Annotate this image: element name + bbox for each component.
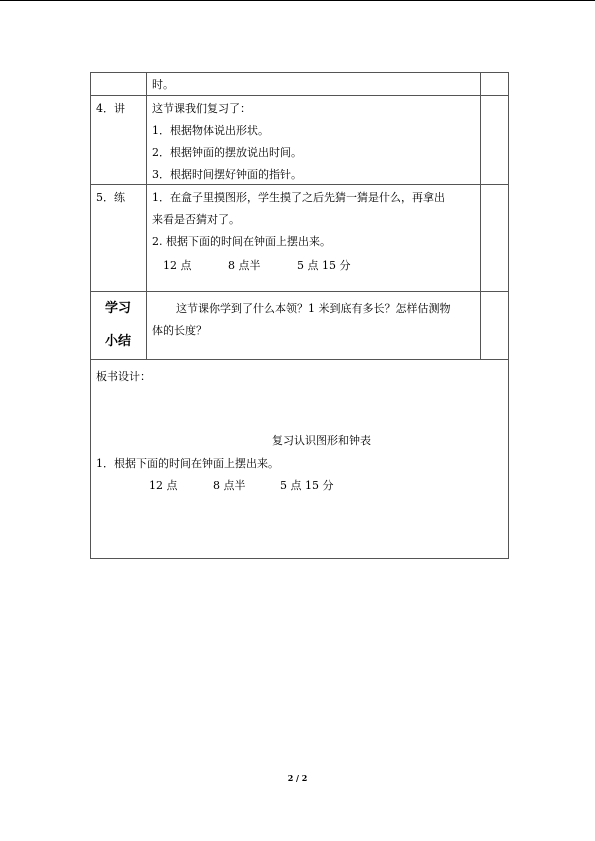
row2-side-cell — [480, 95, 509, 185]
board-design-label: 板书设计： — [96, 370, 151, 383]
row2-line-4: 3．根据时间摆好钟面的指针。 — [152, 168, 302, 181]
row3-line-1: 1．在盒子里摸图形，学生摸了之后先猜一猜是什么，再拿出 — [152, 191, 445, 204]
row3-time-2: 8 点半 — [228, 259, 261, 272]
row1-side-cell — [480, 72, 509, 96]
board-title: 复习认识图形和钟表 — [272, 434, 371, 447]
summary-label-line-1: 学习 — [105, 301, 132, 316]
board-time-3: 5 点 15 分 — [280, 479, 334, 492]
row1-label-cell — [90, 72, 147, 96]
row3-line-3: 2. 根据下面的时间在钟面上摆出来。 — [152, 235, 331, 248]
row2-label: 4．讲 — [96, 102, 125, 115]
row3-line-2: 来看是否猜对了。 — [152, 213, 240, 226]
row3-side-cell — [480, 184, 509, 292]
row2-line-2: 1．根据物体说出形状。 — [152, 124, 269, 137]
board-time-1: 12 点 — [149, 479, 178, 492]
row3-time-1: 12 点 — [163, 259, 192, 272]
page-top-border — [0, 0, 595, 1]
row1-content-cell — [146, 72, 481, 96]
page-number: 2 / 2 — [287, 773, 308, 783]
row4-line-2: 体的长度？ — [152, 324, 207, 337]
row3-label: 5．练 — [96, 191, 125, 204]
row2-line-3: 2．根据钟面的摆放说出时间。 — [152, 146, 302, 159]
board-instruction: 1．根据下面的时间在钟面上摆出来。 — [96, 457, 279, 470]
board-time-2: 8 点半 — [213, 479, 246, 492]
row4-line-1: 这节课你学到了什么本领？1 米到底有多长？怎样估测物 — [176, 302, 451, 315]
row3-time-3: 5 点 15 分 — [297, 259, 351, 272]
row2-line-1: 这节课我们复习了： — [152, 102, 251, 115]
summary-label-line-2: 小结 — [105, 334, 132, 349]
row1-text: 时。 — [152, 78, 174, 91]
row4-side-cell — [480, 291, 509, 360]
